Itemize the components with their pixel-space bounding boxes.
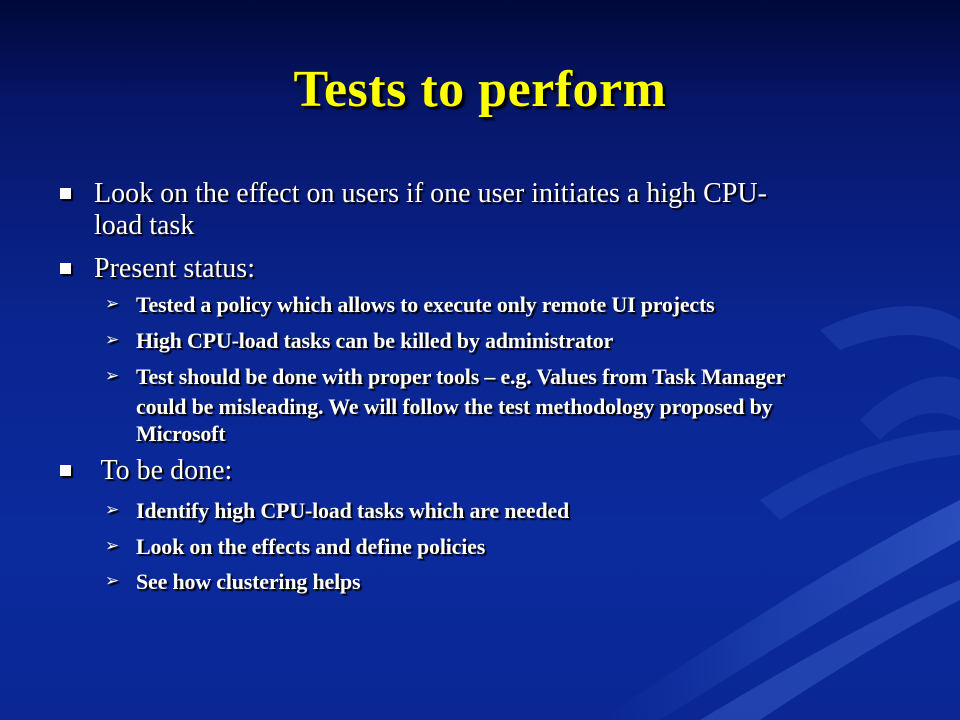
arrow-bullet-icon: ➢ <box>105 366 120 386</box>
square-bullet-icon <box>60 465 71 476</box>
sub-bullet-item <box>105 364 786 389</box>
arrow-bullet-icon: ➢ <box>105 571 120 591</box>
slide-title: Tests to perform <box>293 61 667 118</box>
arrow-bullet-icon: ➢ <box>105 330 120 350</box>
bullet-item <box>94 253 255 285</box>
arrow-bullet-icon: ➢ <box>105 536 120 556</box>
sub-bullet-item <box>105 328 614 353</box>
sub-bullet-text-line2: could be misleading. We will follow the test methodology proposed by <box>136 394 773 419</box>
arrow-bullet-icon: ➢ <box>105 294 120 314</box>
sub-bullet-text: Tested a policy which allows to execute only remote UI projects <box>136 292 715 317</box>
sub-bullet-text: Look on the effects and define policies <box>136 534 486 559</box>
sub-bullet-text-line3: Microsoft <box>136 421 226 446</box>
bullet-item <box>94 455 232 487</box>
sub-bullet-text: See how clustering helps <box>136 569 361 594</box>
square-bullet-icon <box>60 263 71 274</box>
bullet-item-continuation <box>94 210 194 242</box>
sub-bullet-text: Identify high CPU-load tasks which are needed <box>136 498 570 523</box>
sub-bullet-continuation <box>136 421 225 446</box>
arrow-bullet-icon: ➢ <box>105 500 120 520</box>
bullet-item <box>94 178 767 210</box>
square-bullet-icon <box>60 188 71 199</box>
bullet-text: Present status: <box>94 253 255 284</box>
sub-bullet-item <box>105 534 486 559</box>
sub-bullet-continuation <box>136 394 772 419</box>
bullet-text-line2: load task <box>94 210 195 241</box>
sub-bullet-item <box>105 292 715 317</box>
bullet-text: To be done: <box>94 455 233 486</box>
sub-bullet-item <box>105 498 570 523</box>
sub-bullet-text-line1: Test should be done with proper tools – e.g. Values from Task Manager <box>136 364 786 389</box>
bullet-text-line1: Look on the effect on users if one user initiates a high CPU- <box>94 178 767 209</box>
sub-bullet-text: High CPU-load tasks can be killed by administrator <box>136 328 614 353</box>
sub-bullet-item <box>105 569 361 594</box>
